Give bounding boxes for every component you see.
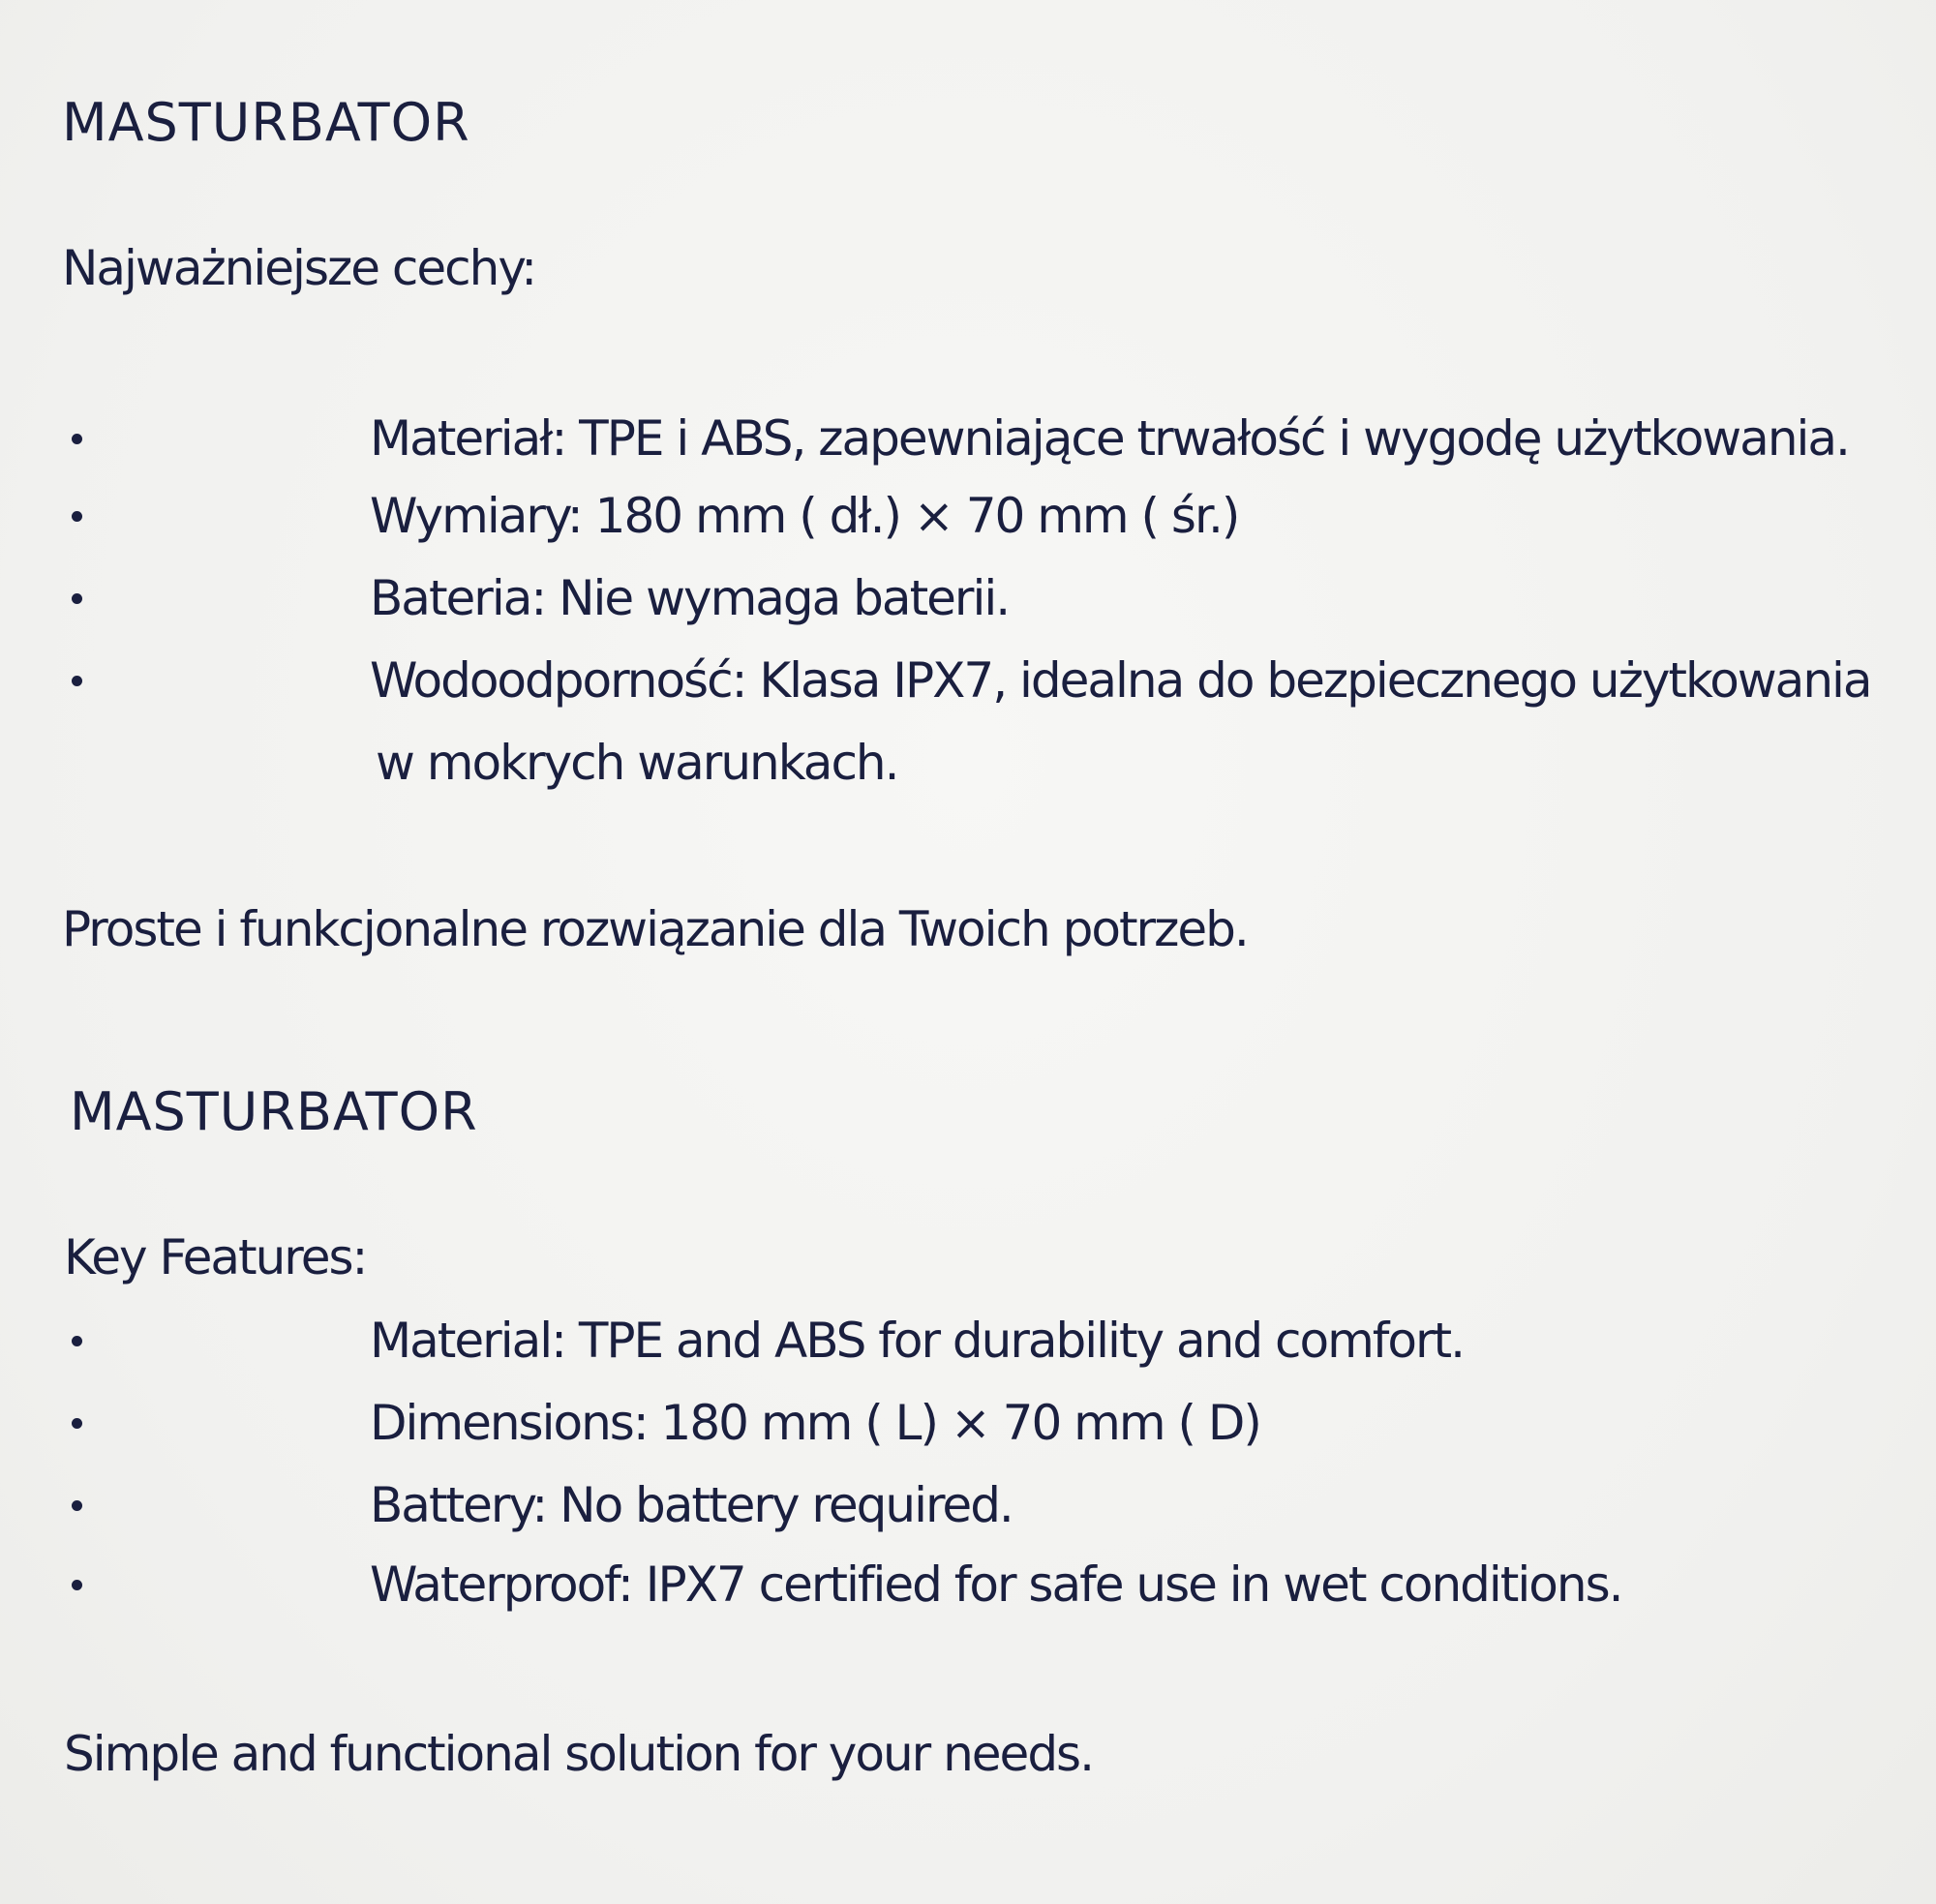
english-feature-text: Material: TPE and ABS for durability and comfort. xyxy=(370,1313,1465,1369)
bullet-icon xyxy=(72,511,82,522)
english-feature-item xyxy=(0,1313,1936,1384)
bullet-icon xyxy=(72,676,82,686)
polish-closing: Proste i funkcjonalne rozwiązanie dla Twoich potrzeb. xyxy=(62,901,1248,957)
english-feature-text: Battery: No battery required. xyxy=(370,1477,1013,1533)
polish-feature-item xyxy=(0,410,1936,482)
bullet-icon xyxy=(72,593,82,604)
polish-feature-text: Bateria: Nie wymaga baterii. xyxy=(370,570,1010,626)
english-feature-item xyxy=(0,1556,1936,1628)
bullet-icon xyxy=(72,1500,82,1511)
english-closing: Simple and functional solution for your needs. xyxy=(64,1726,1094,1782)
english-feature-text: Waterproof: IPX7 certified for safe use in wet conditions. xyxy=(370,1556,1622,1613)
polish-feature-text: Wodoodporność: Klasa IPX7, idealna do bezpiecznego użytkowania xyxy=(370,652,1871,709)
bullet-icon xyxy=(72,1580,82,1590)
polish-feature-item xyxy=(0,652,1936,724)
bullet-icon xyxy=(72,1418,82,1429)
english-features-heading: Key Features: xyxy=(64,1229,367,1285)
english-feature-item xyxy=(0,1477,1936,1549)
english-title: MASTURBATOR xyxy=(70,1081,478,1142)
polish-title: MASTURBATOR xyxy=(62,92,470,153)
polish-feature-item xyxy=(0,570,1936,642)
bullet-icon xyxy=(72,1336,82,1346)
bullet-icon xyxy=(72,434,82,444)
polish-feature-text: Wymiary: 180 mm ( dł.) × 70 mm ( śr.) xyxy=(370,488,1239,544)
polish-feature-item xyxy=(0,488,1936,559)
english-feature-text: Dimensions: 180 mm ( L) × 70 mm ( D) xyxy=(370,1395,1260,1451)
polish-features-heading: Najważniejsze cechy: xyxy=(62,240,536,296)
polish-feature-text: Materiał: TPE i ABS, zapewniające trwałość i wygodę użytkowania. xyxy=(370,410,1849,467)
polish-feature-continuation: w mokrych warunkach. xyxy=(376,735,898,791)
english-feature-item xyxy=(0,1395,1936,1466)
